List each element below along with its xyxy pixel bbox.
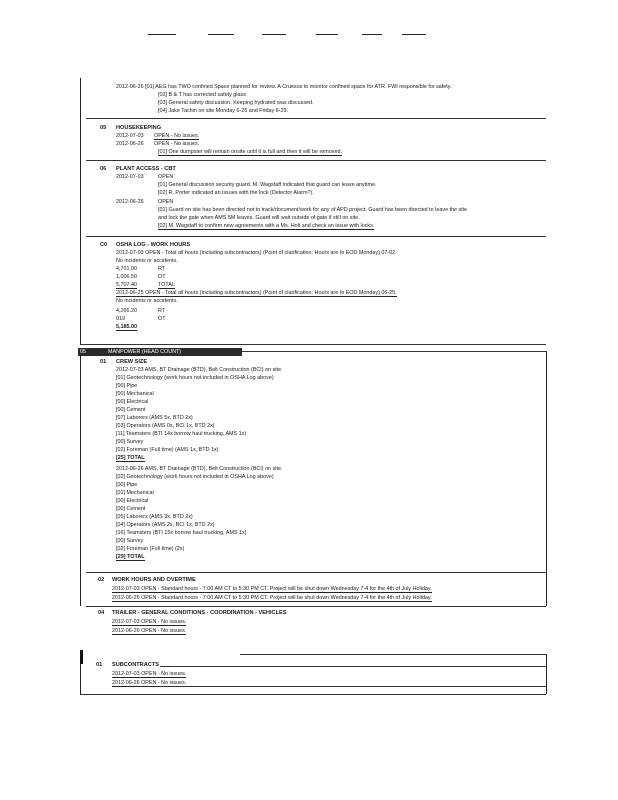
- header-rule-1: [148, 34, 176, 35]
- housekeeping-date-1: 2012-07-03: [116, 133, 144, 139]
- trailer-line-2: 2012-06-26 OPEN - No issues.: [112, 628, 187, 634]
- crew-2-line: [04] Operators (AMS 2x, BCI 1x, BTD 2x): [116, 522, 215, 528]
- housekeeping-title: HOUSEKEEPING: [116, 125, 162, 131]
- manpower-top-rule: [242, 351, 546, 352]
- crew-1-line: [07] Laborers (AMS 5x, BTD 2x): [116, 415, 193, 421]
- trailer-title: TRAILER - GENERAL CONDITIONS - COORDINATION - VEHICLES: [112, 610, 287, 616]
- crew-2-line: [05] Laborers (AMS 3x, BTD 2x): [116, 514, 193, 520]
- work-hours-title: WORK HOURS AND OVERTIME: [112, 577, 196, 583]
- intro-line-4: [04] Jake Tachin on site Monday 6-25 and Friday 6-29.: [158, 108, 288, 114]
- osha-total-1-val: 5,707.40: [116, 282, 137, 288]
- osha-total-1-label: TOTAL: [158, 282, 175, 288]
- header-rule-5: [362, 34, 382, 35]
- osha-rt-2-val: 4,266.20: [116, 308, 137, 314]
- crew-1-line: [01] Geotechnology (work hours not included in OSHA Log above): [116, 375, 274, 381]
- crew-2-line: [29] TOTAL: [116, 554, 145, 560]
- intro-line-2: [02] B & T has corrected safety glass: [158, 92, 246, 98]
- subcontracts-bottom-rule: [80, 694, 546, 695]
- osha-rt-2-label: RT: [158, 308, 166, 314]
- section-rule-osha: [86, 236, 546, 237]
- trailer-rule: [86, 606, 546, 607]
- plant-access-note-1-1: [01] General discussion security guard. M. Wagstaff indicated that guard can leave anytime.: [158, 182, 377, 188]
- subcontracts-line-1: 2012-07-03 OPEN - No issues.: [112, 671, 187, 677]
- header-rule-4: [316, 34, 338, 35]
- subcontracts-left-border: [80, 664, 81, 694]
- crew-1-line: [00] Electrical: [116, 399, 149, 405]
- crew-1-line: [00] Mechanical: [116, 391, 154, 397]
- plant-access-title: PLANT ACCESS - CBT: [116, 166, 176, 172]
- osha-ot-1-val: 1,006.50: [116, 274, 137, 280]
- intro-line-1: 2012-06-26 [01] AEG has TWO confined Space planned for review. A Cruesos to monitor confined space for ATR. FWI responsible for safety.: [116, 84, 452, 90]
- crew-1-line: [00] Pipe: [116, 383, 138, 389]
- scan-mark: [80, 650, 83, 664]
- manpower-left-border: [80, 356, 81, 606]
- plant-access-status-2: OPEN: [158, 199, 174, 205]
- crew-1-line: [11] Teamsters (BTI 14x borrow haul trucking, AMS 1x): [116, 431, 247, 437]
- section-rule-plant: [86, 160, 546, 161]
- osha-incidents-1: No incidents or accidents.: [116, 258, 178, 264]
- manpower-num: 05: [80, 349, 86, 355]
- housekeeping-date-2: 2012-06-26: [116, 141, 144, 147]
- trailer-line-1: 2012-07-03 OPEN - No issues.: [112, 619, 187, 625]
- osha-ot-1-label: OT: [158, 274, 166, 280]
- subcontracts-num: 01: [96, 662, 103, 668]
- left-border: [80, 78, 81, 344]
- crew-2-line: [16] Teamsters (BTI 15x borrow haul trucking, AMS 1x): [116, 530, 247, 536]
- crew-1-line: [00] Cement: [116, 407, 146, 413]
- crew-2-line: [02] Foreman (Full time) (2x): [116, 546, 185, 552]
- plant-access-num: 06: [100, 166, 107, 172]
- plant-access-note-2-2: and lock the gate when AMS 5M leaves. Guard will wait outside of gate if still on site.: [158, 215, 360, 221]
- crew-title: CREW SIZE: [116, 359, 148, 365]
- plant-access-note-2-3: [02] M. Wagstaff to confirm new agreements with a Ms. Holt and check an issue with locks.: [158, 223, 375, 229]
- plant-access-date-2: 2012-06-26: [116, 199, 144, 205]
- osha-total-2-val: 5,185.00: [116, 324, 137, 330]
- subcontracts-line-rule: [160, 686, 546, 687]
- crew-2-line: [01] Mechanical: [116, 490, 154, 496]
- plant-access-status-1: OPEN: [158, 174, 174, 180]
- subcontracts-title: SUBCONTRACTS: [112, 662, 159, 668]
- header-rule-2: [208, 34, 234, 35]
- work-hours-num: 02: [98, 577, 105, 583]
- work-hours-line-1: 2012-07-03 OPEN - Standard hours - 7:00 AM CT to 5:30 PM CT. Project will be shut down Wednesday 7-4 for the 4th of July Holiday.: [112, 586, 432, 592]
- crew-2-line: [00] Electrical: [116, 498, 149, 504]
- crew-2-line: 2012-06-26 AMS, BT Drainage (BTD), Belt Construction (BCI) on site.: [116, 466, 283, 472]
- work-hours-rule: [86, 572, 546, 573]
- work-hours-line-2: 2012-06-26 OPEN - Standard hours - 7:00 AM CT to 5:30 PM CT. Project will be shut down Wednesday 7-4 for the 4th of July Holiday.: [112, 595, 432, 601]
- plant-access-date-1: 2012-07-03: [116, 174, 144, 180]
- housekeeping-note: [01] One dumpster will remain onsite until it is full and then it will be removed.: [158, 149, 342, 155]
- crew-num: 01: [100, 359, 107, 365]
- section-rule-housekeeping: [86, 118, 546, 119]
- trailer-num: 04: [98, 610, 105, 616]
- crew-2-line: [00] Pipe: [116, 482, 138, 488]
- crew-2-line: [02] Geotechnology (work hours not included in OSHA Log above): [116, 474, 274, 480]
- crew-2-line: [00] Cement: [116, 506, 146, 512]
- osha-ot-2-label: OT: [158, 316, 166, 322]
- crew-1-line: 2012-07-03 AMS, BT Drainage (BTD), Belt Construction (BCI) on site.: [116, 367, 283, 373]
- intro-line-3: [03] General safety discussion. Keeping hydrated was discussed.: [158, 100, 314, 106]
- manpower-title: MANPOWER (HEAD COUNT): [108, 349, 182, 355]
- osha-entry-1: 2012-07-03 OPEN - Total all hours (including subcontractors) (Point of clarification: Hours are to EOD Monday) 07-02.: [116, 250, 397, 256]
- housekeeping-num: 05: [100, 125, 107, 131]
- plant-access-note-2-1: [01] Guard on site has been directed not to track/document/work for any of APD project. Guard has been directed to leave the site: [158, 207, 467, 213]
- crew-2-line: [00] Survey: [116, 538, 144, 544]
- subcontracts-title-rule: [160, 666, 546, 667]
- osha-incidents-2: No incidents or accidents.: [116, 298, 178, 304]
- osha-title: OSHA LOG - WORK HOURS: [116, 242, 191, 248]
- manpower-right-border: [546, 351, 547, 606]
- crew-1-line: [00] Survey: [116, 439, 144, 445]
- subcontracts-line-2: 2012-06-26 OPEN - No issues.: [112, 680, 187, 686]
- osha-ot-2-val: 919: [116, 316, 125, 322]
- crew-1-line: [25] TOTAL: [116, 455, 145, 461]
- header-rule-6: [402, 34, 426, 35]
- crew-1-line: [03] Operators (AMS 0x, BCI 1x, BTD 2x): [116, 423, 215, 429]
- header-rule-3: [262, 34, 286, 35]
- osha-num: C0: [100, 242, 108, 248]
- osha-rt-1-label: RT: [158, 266, 166, 272]
- subcontracts-top-rule: [240, 654, 546, 655]
- housekeeping-status-2: OPEN - No issues.: [154, 141, 200, 147]
- osha-entry-2: 2012-06-25 OPEN - Total all hours (including subcontractors) (Point of clarification: Hours are to EOD Monday) 06-25.: [116, 290, 397, 296]
- section-rule-end: [80, 344, 546, 345]
- housekeeping-status-1: OPEN - No issues.: [154, 133, 200, 139]
- crew-1-line: [02] Foreman (Full time) (AMS 1x, BTD 1x): [116, 447, 219, 453]
- plant-access-note-1-2: [02] R. Porter indicated an issues with the lock (Detector Alarm?).: [158, 190, 314, 196]
- osha-rt-1-val: 4,701.00: [116, 266, 137, 272]
- subcontracts-right-border: [546, 654, 547, 694]
